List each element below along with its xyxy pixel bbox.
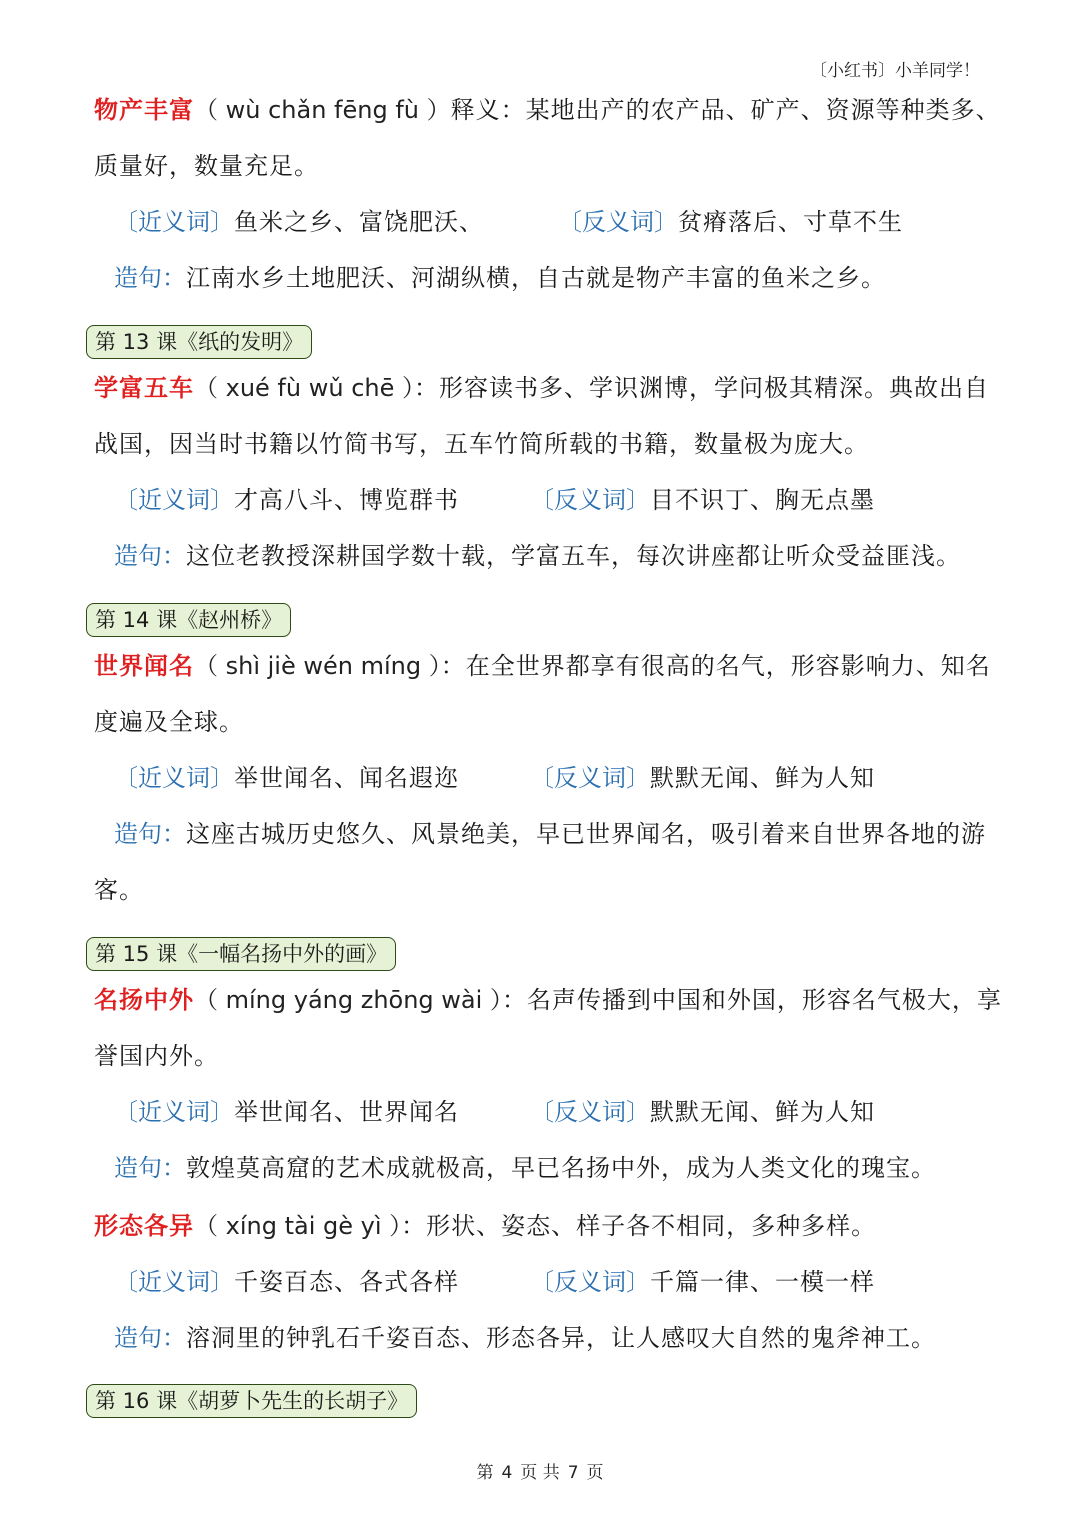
page-number: 4 xyxy=(501,1463,513,1483)
entry-definition xyxy=(94,1210,994,1242)
example-label: 造句： xyxy=(114,542,186,570)
idiom-term: 名扬中外 xyxy=(94,985,194,1014)
entry-definition xyxy=(94,94,1001,126)
antonyms: 默默无闻、鲜为人知 xyxy=(650,764,875,792)
synonym-antonym-row xyxy=(114,206,1014,238)
synonym-label: 〔近义词〕 xyxy=(114,208,234,236)
example-sentence xyxy=(114,1152,1014,1184)
definition-continued: 度遍及全球。 xyxy=(94,708,244,736)
example-text: 这座古城历史悠久、风景绝美，早已世界闻名，吸引着来自世界各地的游 xyxy=(186,820,986,848)
antonym-group xyxy=(530,484,875,516)
entry-definition xyxy=(94,984,1002,1016)
idiom-pinyin: （ xué fù wǔ chē ） xyxy=(194,374,414,402)
antonym-label: 〔反义词〕 xyxy=(530,486,650,514)
definition-continued: 战国，因当时书籍以竹简书写，五车竹简所载的书籍，数量极为庞大。 xyxy=(94,430,869,458)
example-text: 这位老教授深耕国学数十载，学富五车，每次讲座都让听众受益匪浅。 xyxy=(186,542,961,570)
idiom-pinyin: （ shì jiè wén míng ） xyxy=(194,652,441,680)
idiom-pinyin: （ wù chǎn fēng fù ） xyxy=(194,96,451,124)
entry-definition xyxy=(94,650,994,682)
source-tag: 〔小红书〕小羊同学！ xyxy=(810,61,980,81)
definition-continued: 质量好，数量充足。 xyxy=(94,152,319,180)
synonym-label: 〔近义词〕 xyxy=(114,1098,234,1126)
example-sentence xyxy=(114,818,1014,850)
synonym-label: 〔近义词〕 xyxy=(114,486,234,514)
example-sentence xyxy=(114,262,1014,294)
example-continued: 客。 xyxy=(94,876,144,904)
idiom-pinyin: （ xíng tài gè yì ） xyxy=(194,1212,402,1240)
definition-text: ：在全世界都享有很高的名气，形容影响力、知名 xyxy=(440,652,991,680)
page-footer xyxy=(0,1458,1080,1483)
antonym-label: 〔反义词〕 xyxy=(558,208,678,236)
example-text: 溶洞里的钟乳石千姿百态、形态各异，让人感叹大自然的鬼斧神工。 xyxy=(186,1324,936,1352)
antonym-group xyxy=(530,762,875,794)
synonym-label: 〔近义词〕 xyxy=(114,1268,234,1296)
example-sentence xyxy=(114,540,1014,572)
synonyms: 才高八斗、博览群书 xyxy=(234,486,459,514)
example-text: 敦煌莫高窟的艺术成就极高，早已名扬中外，成为人类文化的瑰宝。 xyxy=(186,1154,936,1182)
example-label: 造句： xyxy=(114,820,186,848)
lesson-heading: 第 13 课《纸的发明》 xyxy=(86,325,312,359)
lesson-heading: 第 15 课《一幅名扬中外的画》 xyxy=(86,937,396,971)
definition-text: ：形状、姿态、样子各不相同，多种多样。 xyxy=(401,1212,877,1240)
antonym-group xyxy=(558,206,903,238)
page-prefix: 第 xyxy=(476,1463,494,1483)
example-label: 造句： xyxy=(114,1324,186,1352)
entry-definition xyxy=(94,372,994,404)
idiom-term: 物产丰富 xyxy=(94,95,194,124)
page-total: 7 xyxy=(567,1463,579,1483)
idiom-pinyin: （ míng yáng zhōng wài ） xyxy=(194,986,502,1014)
example-label: 造句： xyxy=(114,1154,186,1182)
antonym-label: 〔反义词〕 xyxy=(530,1098,650,1126)
synonym-antonym-row xyxy=(114,1266,1014,1298)
page-suffix: 页 xyxy=(586,1463,604,1483)
definition-text: ：名声传播到中国和外国，形容名气极大，享 xyxy=(501,986,1002,1014)
synonyms: 千姿百态、各式各样 xyxy=(234,1268,459,1296)
example-label: 造句： xyxy=(114,264,186,292)
definition-text: 释义：某地出产的农产品、矿产、资源等种类多、 xyxy=(450,96,1001,124)
synonyms: 举世闻名、闻名遐迩 xyxy=(234,764,459,792)
antonyms: 千篇一律、一模一样 xyxy=(650,1268,875,1296)
page-mid: 页 共 xyxy=(520,1463,560,1483)
antonyms: 目不识丁、胸无点墨 xyxy=(650,486,875,514)
synonyms: 举世闻名、世界闻名 xyxy=(234,1098,459,1126)
example-sentence xyxy=(114,1322,1014,1354)
synonyms: 鱼米之乡、富饶肥沃、 xyxy=(234,208,484,236)
definition-text: ：形容读书多、学识渊博，学问极其精深。典故出自 xyxy=(414,374,989,402)
synonym-antonym-row xyxy=(114,484,1014,516)
synonym-antonym-row xyxy=(114,762,1014,794)
idiom-term: 学富五车 xyxy=(94,373,194,402)
synonym-label: 〔近义词〕 xyxy=(114,764,234,792)
example-text: 江南水乡土地肥沃、河湖纵横，自古就是物产丰富的鱼米之乡。 xyxy=(186,264,886,292)
lesson-heading: 第 16 课《胡萝卜先生的长胡子》 xyxy=(86,1384,417,1418)
antonym-group xyxy=(530,1096,875,1128)
idiom-term: 世界闻名 xyxy=(94,651,194,680)
antonyms: 默默无闻、鲜为人知 xyxy=(650,1098,875,1126)
antonym-label: 〔反义词〕 xyxy=(530,764,650,792)
definition-continued: 誉国内外。 xyxy=(94,1042,219,1070)
synonym-antonym-row xyxy=(114,1096,1014,1128)
idiom-term: 形态各异 xyxy=(94,1211,194,1240)
antonyms: 贫瘠落后、寸草不生 xyxy=(678,208,903,236)
antonym-label: 〔反义词〕 xyxy=(530,1268,650,1296)
antonym-group xyxy=(530,1266,875,1298)
lesson-heading: 第 14 课《赵州桥》 xyxy=(86,603,291,637)
